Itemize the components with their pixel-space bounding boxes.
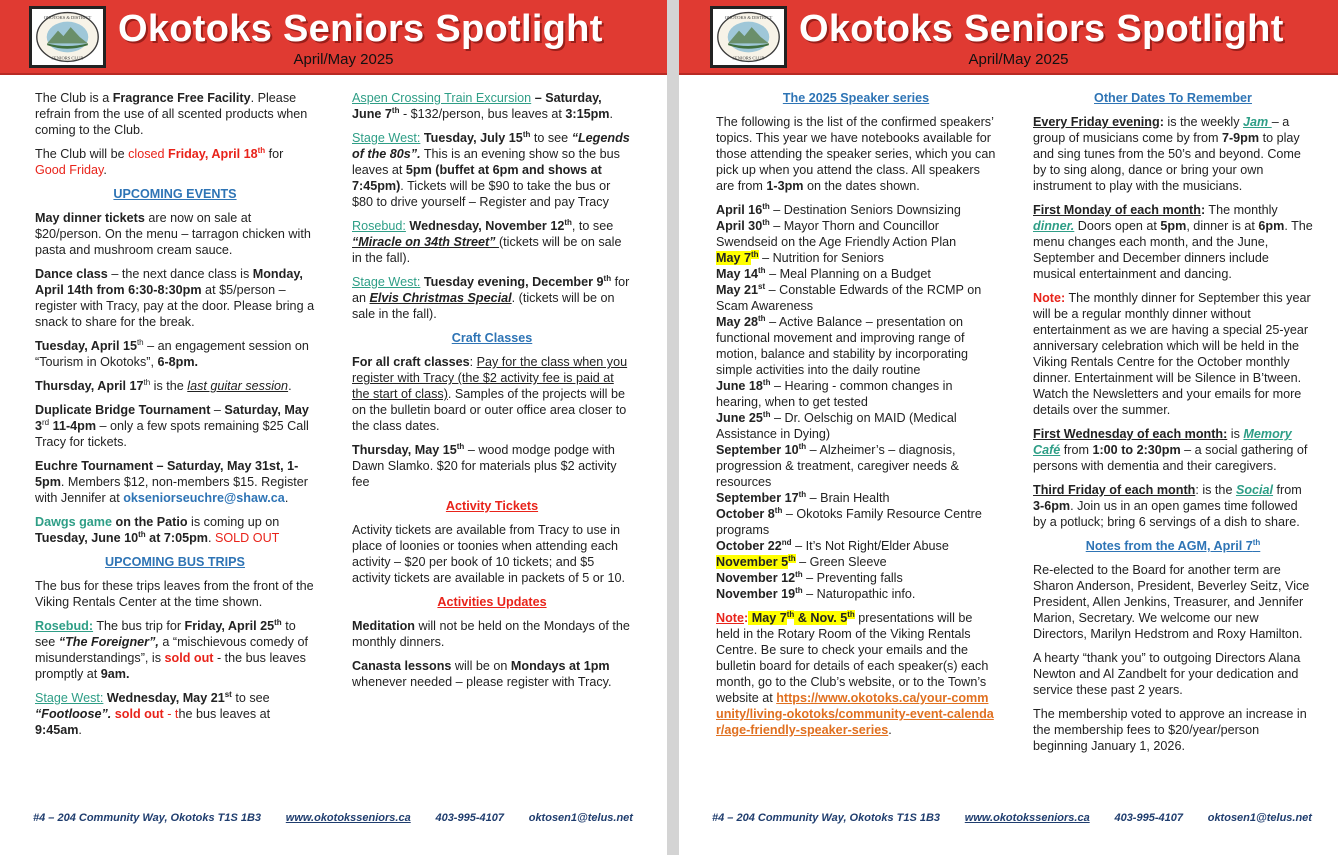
- footer-website-link[interactable]: www.okotoksseniors.ca: [964, 812, 1090, 824]
- agm-board-election: Re-elected to the Board for another term are Sharon Anderson, President, Beverley Seitz, Vice President, Allen Jenkins, Treasurer, and Jennifer Marion, Secretary. We welcome our new Directors, Marilyn Hedstrom and Roxy Hamilton.: [1033, 563, 1310, 641]
- activities-updates-heading: Activities Updates: [437, 595, 547, 609]
- closure-notice: The Club will be closed Friday, April 18th for Good Friday.: [35, 145, 284, 177]
- page1-left-column: [35, 90, 315, 746]
- speaker-item: April 16th – Destination Seniors Downsizing: [716, 201, 961, 217]
- dawgs-game-item: Dawgs game on the Patio is coming up on Tuesday, June 10th at 7:05pm. SOLD OUT: [35, 515, 280, 545]
- bus-intro: The bus for these trips leaves from the front of the Viking Rentals Center at the time shown.: [35, 579, 314, 609]
- speaker-item: September 17th – Brain Health: [716, 489, 890, 505]
- footer-address: #4 – 204 Community Way, Okotoks T1S 1B3: [712, 812, 941, 824]
- page2-footer: [712, 812, 1312, 824]
- guitar-session-item: Thursday, April 17th is the last guitar session.: [35, 377, 292, 393]
- speaker-item: May 28th – Active Balance – presentation on functional movement and improving range of motion, balance and stability by incorporating simple activities into the daily routine: [716, 313, 969, 377]
- may-dinner-item: May dinner tickets are now on sale at $20/person. On the menu – tarragon chicken with pasta and mushroom cream sauce.: [35, 211, 311, 257]
- footer-address: #4 – 204 Community Way, Okotoks T1S 1B3: [33, 812, 262, 824]
- agm-notes-heading: Notes from the AGM, April 7th: [1085, 537, 1261, 553]
- speaker-item: October 8th – Okotoks Family Resource Centre programs: [716, 505, 982, 537]
- speaker-intro: The following is the list of the confirmed speakers’ topics. This year we have notebooks available for those attending the speaker series, which you can pick up when you attend the class. All speakers are from 1-3pm on the dates shown.: [716, 115, 996, 193]
- speaker-item: November 19th – Naturopathic info.: [716, 585, 916, 601]
- svg-text:SENIORS CLUB: SENIORS CLUB: [732, 55, 765, 61]
- meditation-item: Meditation will not be held on the Mondays of the monthly dinners.: [352, 619, 630, 649]
- dance-class-item: Dance class – the next dance class is Monday, April 14th from 6:30-8:30pm at $5/person – register with Tracy, pay at the door. Please bring a snack to share for the break.: [35, 267, 315, 329]
- page1-right-column: [352, 90, 632, 698]
- craft-classes-heading: Craft Classes: [451, 331, 533, 345]
- stage-west-legends-item: Stage West: Tuesday, July 15th to see “Legends of the 80s”. This is an evening show so the bus leaves at 5pm (buffet at 6pm and shows at 7:45pm). Tickets will be $90 to take the bus or $80 to drive yourself – Register and pay Tracy: [352, 129, 630, 209]
- monthly-dinner-item: First Monday of each month: The monthly dinner. Doors open at 5pm, dinner is at 6pm. The menu changes each month, and the June, September and December dinners include musical entertainment and dancing.: [1033, 203, 1313, 281]
- craft-may-item: Thursday, May 15th – wood modge podge with Dawn Slamko. $20 for materials plus $2 activity fee: [352, 441, 617, 489]
- speaker-item: April 30th – Mayor Thorn and Councillor Swendseid on the Age Friendly Action Plan: [716, 217, 957, 249]
- activity-tickets-heading: Activity Tickets: [445, 499, 539, 513]
- speaker-note: Note: May 7th & Nov. 5th presentations will be held in the Rotary Room of the Viking Rentals Centre. Be sure to check your emails and the bulletin board for details of each speaker(s) each month, go to the Club’s website, or to the Town’s website at https://www.okotoks.ca/your-community/living-okotoks/community-event-calendar/age-friendly-speaker-series.: [716, 609, 994, 737]
- issue-date: April/May 2025: [293, 51, 394, 68]
- speaker-item: October 22nd – It’s Not Right/Elder Abuse: [716, 537, 949, 553]
- header-banner: [0, 0, 667, 75]
- speaker-item: September 10th – Alzheimer’s – diagnosis, progression & treatment, caregiver needs & resources: [716, 441, 959, 489]
- speaker-item: May 21st – Constable Edwards of the RCMP on Scam Awareness: [716, 281, 982, 313]
- page1-footer: [33, 812, 633, 824]
- svg-text:SENIORS CLUB: SENIORS CLUB: [51, 55, 84, 61]
- speaker-item: November 5th – Green Sleeve: [716, 553, 887, 569]
- speaker-item: June 18th – Hearing - common changes in hearing, when to get tested: [716, 377, 953, 409]
- speaker-series-link[interactable]: https://www.okotoks.ca/your-community/living-okotoks/community-event-calendar/age-friendly-speaker-series: [716, 691, 994, 737]
- footer-email[interactable]: oktosen1@telus.net: [528, 812, 633, 824]
- newsletter-page-1: [0, 0, 667, 855]
- canasta-item: Canasta lessons will be on Mondays at 1pm whenever needed – please register with Tracy.: [352, 659, 612, 689]
- newsletter-page-2: [679, 0, 1338, 855]
- rosebud-foreigner-item: Rosebud: The bus trip for Friday, April 25th to see “The Foreigner”, a “mischievous comedy of misunderstandings”, is sold out - the bus leaves promptly at 9am.: [35, 617, 308, 681]
- social-item: Third Friday of each month: is the Social from 3-6pm. Join us in an open games time followed by a potluck; bring 6 servings of a dish to share.: [1033, 483, 1302, 529]
- engagement-session-item: Tuesday, April 15th – an engagement session on “Tourism in Okotoks”, 6-8pm.: [35, 337, 309, 369]
- header-banner: [679, 0, 1338, 75]
- speaker-item: May 14th – Meal Planning on a Budget: [716, 265, 931, 281]
- speaker-item: May 7th – Nutrition for Seniors: [716, 249, 884, 265]
- bus-trips-heading: UPCOMING BUS TRIPS: [105, 555, 245, 569]
- issue-date: April/May 2025: [968, 51, 1069, 68]
- stage-west-footloose-item: Stage West: Wednesday, May 21st to see “Footloose”. sold out - the bus leaves at 9:45am.: [35, 689, 271, 737]
- agm-fee-increase: The membership voted to approve an increase in the membership fees to $20/year/person beginning January 1, 2026.: [1033, 707, 1307, 753]
- speaker-series-heading: The 2025 Speaker series: [782, 91, 930, 105]
- svg-text:OKOTOKS & DISTRICT: OKOTOKS & DISTRICT: [724, 14, 773, 20]
- speaker-list: [716, 202, 996, 602]
- svg-text:OKOTOKS & DISTRICT: OKOTOKS & DISTRICT: [43, 14, 92, 20]
- memory-cafe-item: First Wednesday of each month: is Memory Café from 1:00 to 2:30pm – a social gathering of persons with dementia and their caregivers.: [1033, 427, 1308, 473]
- aspen-crossing-item: Aspen Crossing Train Excursion – Saturday, June 7th - $132/person, bus leaves at 3:15pm.: [352, 91, 613, 121]
- page2-right-column: [1033, 90, 1313, 762]
- rosebud-miracle-item: Rosebud: Wednesday, November 12th, to see “Miracle on 34th Street” (tickets will be on sale in the fall).: [352, 217, 622, 265]
- bridge-tournament-item: Duplicate Bridge Tournament – Saturday, May 3rd 11-4pm – only a few spots remaining $25 Call Tracy for tickets.: [35, 403, 309, 449]
- september-dinner-note: Note: The monthly dinner for September this year will be a regular monthly dinner without entertainment as we are having a special 25-year anniversary celebration which will be held in the Viking Rentals Centre for the October monthly dinner. Entertainment will be Silence in B’tween. Watch the Newsletters and your emails for more details over the summer.: [1033, 291, 1311, 417]
- other-dates-heading: Other Dates To Remember: [1094, 91, 1252, 105]
- agm-thank-you: A hearty “thank you” to outgoing Directors Alana Newton and Al Zandbelt for your dedication and service these past 2 years.: [1033, 651, 1301, 697]
- speaker-item: June 25th – Dr. Oelschig on MAID (Medical Assistance in Dying): [716, 409, 957, 441]
- page2-left-column: [716, 90, 996, 746]
- fragrance-notice: The Club is a Fragrance Free Facility. Please refrain from the use of all scented products when coming to the Club.: [35, 91, 308, 137]
- speaker-item: November 12th – Preventing falls: [716, 569, 903, 585]
- craft-classes-info: For all craft classes: Pay for the class when you register with Tracy (the $2 activity fee is paid at the start of class). Samples of the projects will be on the bulletin board or outer office area closer to the class dates.: [352, 355, 628, 433]
- euchre-tournament-item: Euchre Tournament – Saturday, May 31st, 1-5pm. Members $12, non-members $15. Register with Jennifer at okseniorseuchre@shaw.ca.: [35, 459, 308, 505]
- euchre-email-link[interactable]: okseniorseuchre@shaw.ca: [123, 491, 285, 505]
- upcoming-events-heading: UPCOMING EVENTS: [113, 187, 237, 201]
- footer-email[interactable]: oktosen1@telus.net: [1207, 812, 1312, 824]
- footer-phone: 403-995-4107: [435, 812, 504, 824]
- newsletter-title: Okotoks Seniors Spotlight: [118, 8, 603, 50]
- footer-website-link[interactable]: www.okotoksseniors.ca: [285, 812, 411, 824]
- stage-west-elvis-item: Stage West: Tuesday evening, December 9th for an Elvis Christmas Special. (tickets will be on sale in the fall).: [352, 273, 630, 321]
- jam-item: Every Friday evening: is the weekly Jam – a group of musicians come by from 7-9pm to play and sing tunes from the 50’s and beyond. Come by to sing along, dance or bring your own instrument to play with the musicians.: [1033, 115, 1301, 193]
- newsletter-title: Okotoks Seniors Spotlight: [799, 8, 1284, 50]
- activity-tickets-text: Activity tickets are available from Tracy to use in place of loonies or toonies when attending each activity – $20 per book of 10 tickets; and $5 activity tickets are available in packets of 5 or 10.: [352, 523, 625, 585]
- footer-phone: 403-995-4107: [1114, 812, 1183, 824]
